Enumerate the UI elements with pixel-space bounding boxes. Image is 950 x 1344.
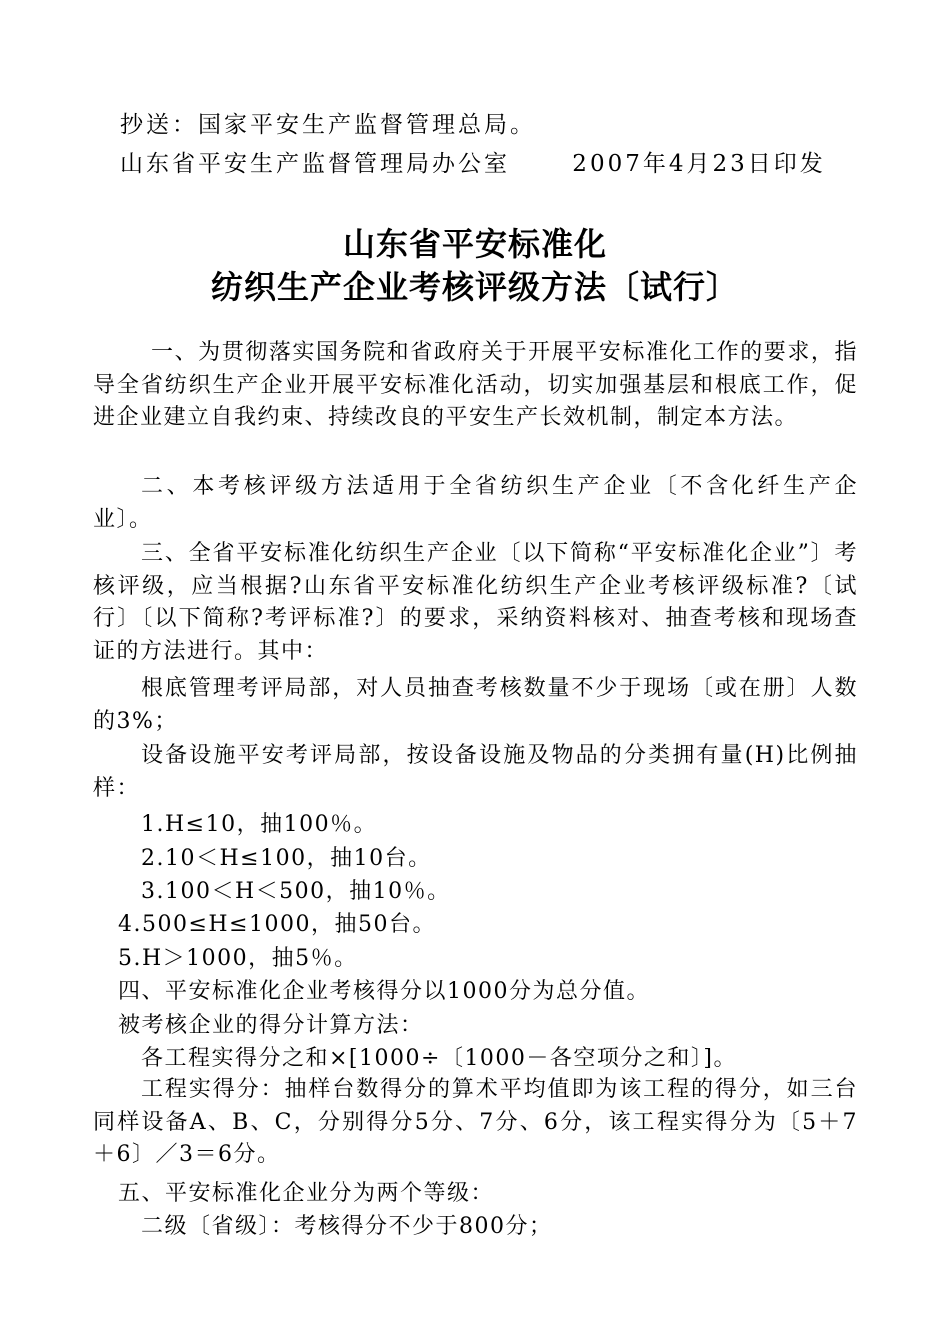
document-title-line-1: 山东省平安标准化	[342, 225, 607, 263]
paragraph-1: 一、为贯彻落实国务院和省政府关于开展平安标准化工作的要求，指导全省纺织生产企业开展平安标准化活动，切实加强基层和根底工作，促进企业建立自我约束、持续改良的平安生产长效机制，制定本方法。	[93, 340, 858, 430]
paragraph-6: 四、平安标准化企业考核得分以1000分为总分值。	[118, 979, 650, 1004]
sampling-rule-5: 5.H＞1000，抽5％。	[118, 946, 358, 971]
paragraph-5: 设备设施平安考评局部，按设备设施及物品的分类拥有量(H)比例抽样：	[93, 743, 858, 801]
document-title-line-2: 纺织生产企业考核评级方法〔试行〕	[210, 268, 739, 306]
cc-line: 抄送：国家平安生产监督管理总局。	[120, 112, 536, 138]
sampling-rule-3: 3.100＜H＜500，抽10％。	[141, 879, 451, 904]
paragraph-11: 二级〔省级〕：考核得分不少于800分；	[141, 1214, 553, 1239]
sampling-rule-4: 4.500≤H≤1000，抽50台。	[118, 912, 437, 937]
paragraph-10: 五、平安标准化企业分为两个等级：	[118, 1181, 495, 1206]
paragraph-3: 三、全省平安标准化纺织生产企业〔以下简称“平安标准化企业”〕考核评级，应当根据?山东省平安标准化纺织生产企业考核评级标准?〔试行〕〔以下简称?考评标准?〕的要求，采纳资料核对、抽查考核和现场查证的方法进行。其中：	[93, 541, 858, 664]
sampling-rule-1: 1.H≤10，抽100％。	[141, 812, 378, 837]
paragraph-4: 根底管理考评局部，对人员抽查考核数量不少于现场〔或在册〕人数的3%；	[93, 676, 858, 734]
paragraph-2: 二、本考核评级方法适用于全省纺织生产企业〔不含化纤生产企业〕。	[93, 474, 858, 532]
issue-line: 山东省平安生产监督管理局办公室 2007年4月23日印发	[120, 151, 826, 177]
sampling-rule-2: 2.10＜H≤100，抽10台。	[141, 846, 432, 871]
paragraph-9: 工程实得分：抽样台数得分的算术平均值即为该工程的得分，如三台同样设备A、B、C，分别得分5分、7分、6分，该工程实得分为〔5＋7＋6〕／3＝6分。	[93, 1077, 858, 1167]
score-formula: 各工程实得分之和×[1000÷〔1000－各空项分之和〕]。	[141, 1046, 738, 1071]
paragraph-7: 被考核企业的得分计算方法：	[118, 1013, 424, 1038]
